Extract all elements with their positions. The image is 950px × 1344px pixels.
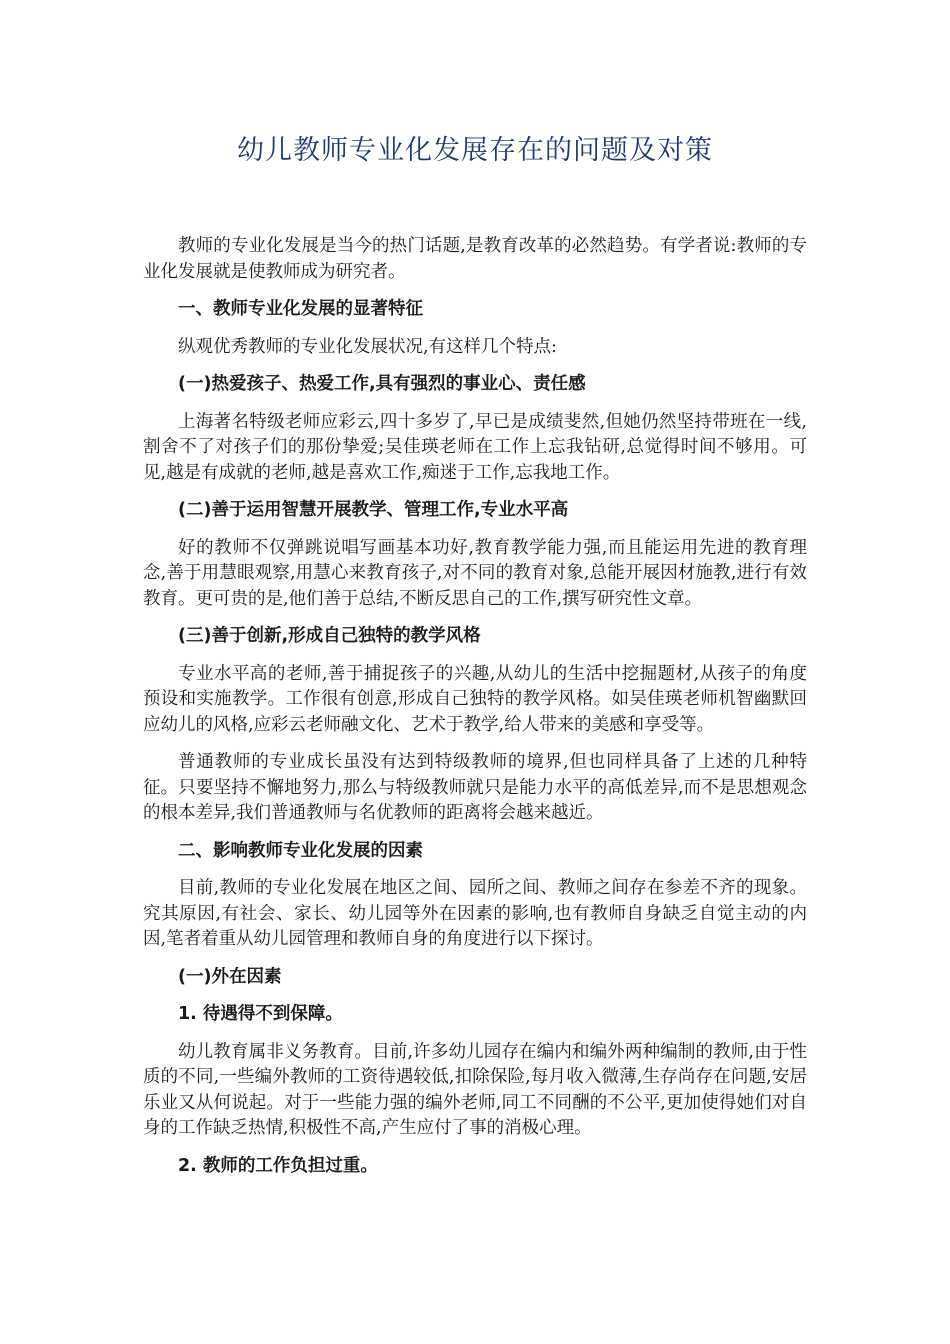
paragraph: 好的教师不仅弹跳说唱写画基本功好,教育教学能力强,而且能运用先进的教育理念,善于用慧眼观察,用慧心来教育孩子,对不同的教育对象,总能开展因材施教,进行有效教育。更可贵的是,他们善于总结,不断反思自己的工作,撰写研究性文章。	[143, 537, 807, 609]
item-heading: 1. 待遇得不到保障。	[178, 1004, 343, 1024]
paragraph: 幼儿教育属非义务教育。目前,许多幼儿园存在编内和编外两种编制的教师,由于性质的不同,一些编外教师的工资待遇较低,扣除保险,每月收入微薄,生存尚存在问题,安居乐业又从何说起。对于一些能力强的编外老师,同工不同酬的不公平,更加使得她们对自身的工作缺乏热情,积极性不高,产生应付了事的消极心理。	[143, 1041, 807, 1138]
subsection-heading: (一)外在因素	[178, 966, 282, 987]
paragraph: 上海著名特级老师应彩云,四十多岁了,早已是成绩斐然,但她仍然坚持带班在一线,割舍不了对孩子们的那份挚爱;吴佳瑛老师在工作上忘我钻研,总觉得时间不够用。可见,越是有成就的老师,越是喜欢工作,痴迷于工作,忘我地工作。	[143, 411, 807, 483]
section-heading-1: 一、教师专业化发展的显著特征	[178, 299, 423, 319]
subsection-heading: (二)善于运用智慧开展教学、管理工作,专业水平高	[178, 500, 569, 520]
subsection-heading: (三)善于创新,形成自己独特的教学风格	[178, 626, 481, 646]
paragraph: 专业水平高的老师,善于捕捉孩子的兴趣,从幼儿的生活中挖掘题材,从孩子的角度预设和实施教学。工作很有创意,形成自己独特的教学风格。如吴佳瑛老师机智幽默回应幼儿的风格,应彩云老师融文化、艺术于教学,给人带来的美感和享受等。	[143, 663, 807, 735]
document-body	[143, 234, 807, 1179]
subsection-heading: (一)热爱孩子、热爱工作,具有强烈的事业心、责任感	[178, 374, 586, 394]
intro-paragraph: 教师的专业化发展是当今的热门话题,是教育改革的必然趋势。有学者说:教师的专业化发展就是使教师成为研究者。	[143, 236, 807, 282]
item-heading: 2. 教师的工作负担过重。	[178, 1155, 378, 1176]
paragraph: 目前,教师的专业化发展在地区之间、园所之间、教师之间存在参差不齐的现象。究其原因,有社会、家长、幼儿园等外在因素的影响,也有教师自身缺乏自觉主动的内因,笔者着重从幼儿园管理和教师自身的角度进行以下探讨。	[143, 878, 807, 949]
paragraph: 普通教师的专业成长虽没有达到特级教师的境界,但也同样具备了上述的几种特征。只要坚持不懈地努力,那么与特级教师就只是能力水平的高低差异,而不是思想观念的根本差异,我们普通教师与名优教师的距离将会越来越近。	[143, 752, 807, 823]
paragraph: 纵观优秀教师的专业化发展状况,有这样几个特点:	[178, 336, 557, 357]
section-heading-2: 二、影响教师专业化发展的因素	[178, 840, 423, 861]
document-title: 幼儿教师专业化发展存在的问题及对策	[237, 135, 713, 166]
